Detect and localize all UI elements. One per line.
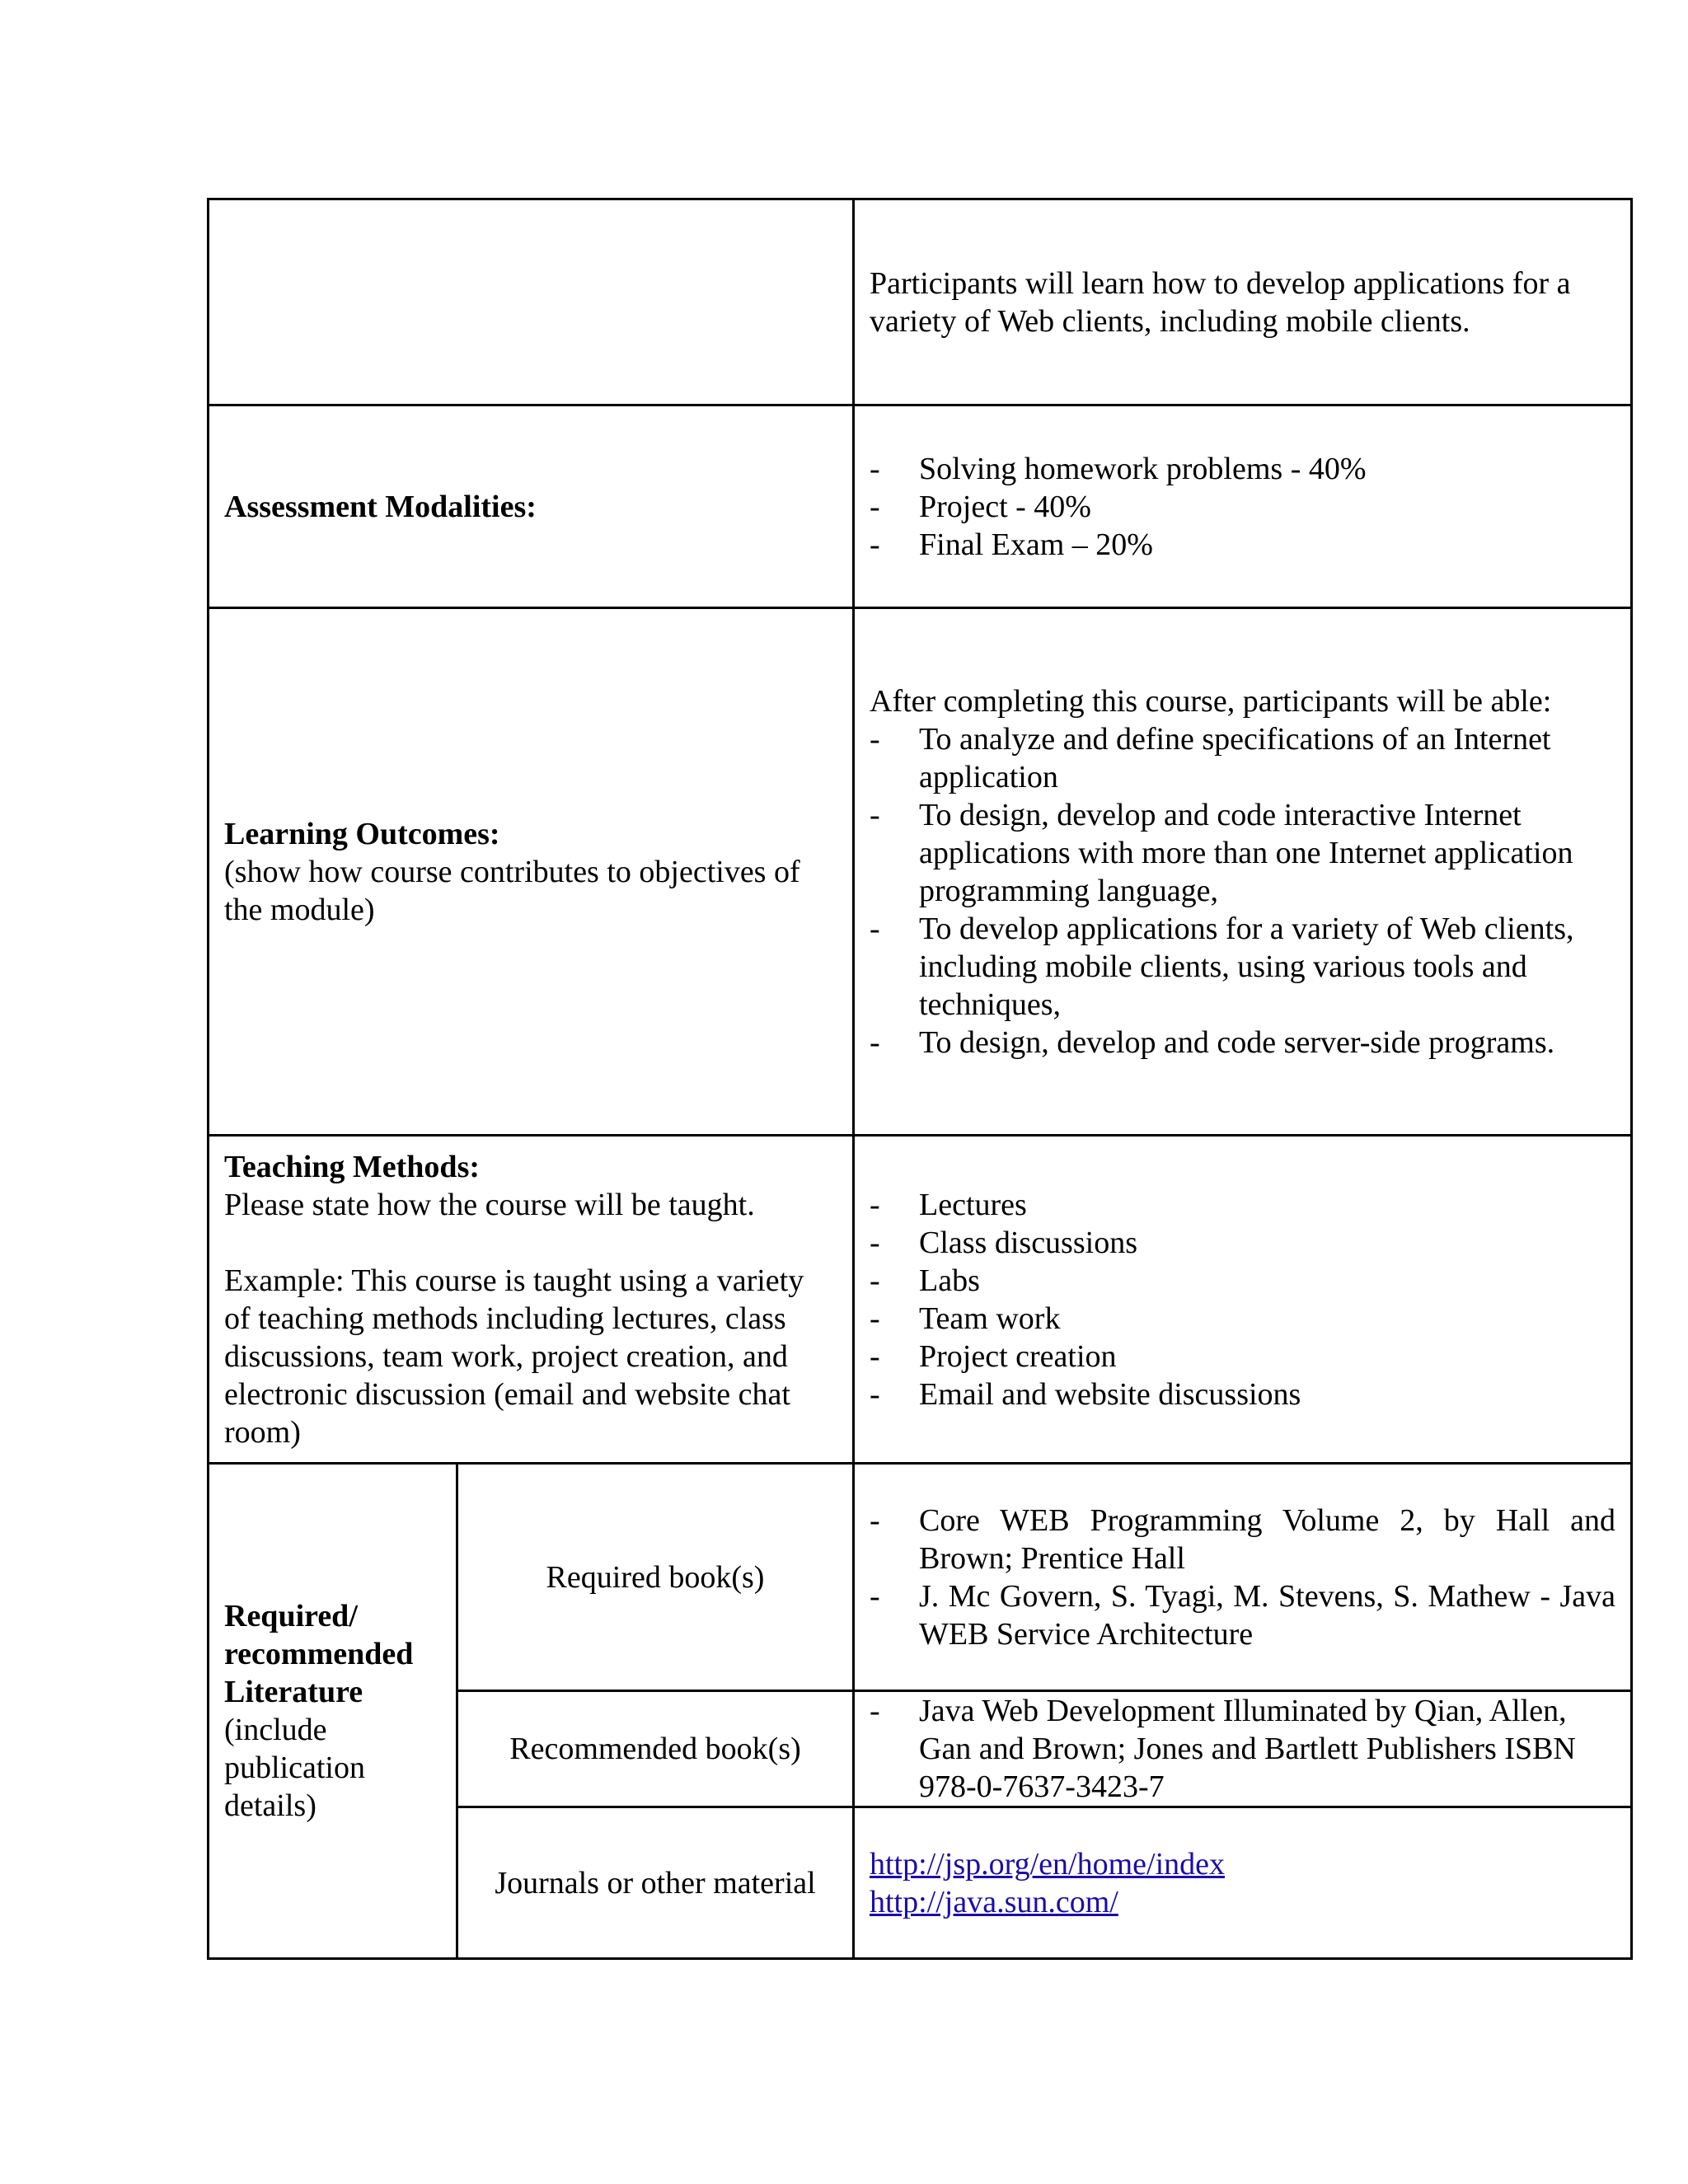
literature-label-line1: Required/ bbox=[224, 1599, 358, 1633]
outcome-item: - To design, develop and code interactive Internet applications with more than one Internet application programming language, bbox=[870, 796, 1615, 910]
literature-required-row bbox=[209, 1464, 1632, 1691]
required-books-label: Required book(s) bbox=[546, 1559, 765, 1595]
intro-text-cell bbox=[854, 199, 1632, 405]
teaching-item: - Lectures bbox=[870, 1186, 1615, 1224]
teaching-example: Example: This course is taught using a variety of teaching methods including lectures, class discussions, team work, project creation, and electronic discussion (email and website chat room) bbox=[224, 1263, 804, 1450]
outcomes-label: Learning Outcomes: bbox=[224, 816, 500, 851]
assessment-row bbox=[209, 405, 1632, 608]
assessment-item: - Project - 40% bbox=[870, 488, 1615, 526]
intro-text: Participants will learn how to develop applications for a variety of Web clients, including mobile clients. bbox=[870, 265, 1571, 339]
teaching-label-cell bbox=[209, 1136, 854, 1464]
teaching-item: - Class discussions bbox=[870, 1224, 1615, 1262]
assessment-label-cell bbox=[209, 405, 854, 608]
teaching-items-cell bbox=[854, 1136, 1632, 1464]
literature-label-cell bbox=[209, 1464, 457, 1959]
outcomes-intro: After completing this course, participants will be able: bbox=[870, 683, 1552, 719]
recommended-books-label-cell bbox=[457, 1691, 854, 1807]
journals-label-cell bbox=[457, 1807, 854, 1959]
outcome-item: - To analyze and define specifications of an Internet application bbox=[870, 720, 1615, 796]
intro-row bbox=[209, 199, 1632, 405]
required-books-list bbox=[870, 1502, 1615, 1653]
journal-link-jsp[interactable]: http://jsp.org/en/home/index bbox=[870, 1846, 1225, 1882]
literature-sublabel: (include publication details) bbox=[224, 1713, 365, 1823]
teaching-list bbox=[870, 1186, 1615, 1413]
teaching-spacer bbox=[224, 1224, 837, 1262]
teaching-item: - Team work bbox=[870, 1300, 1615, 1338]
recommended-books-cell bbox=[854, 1691, 1632, 1807]
outcomes-sublabel: (show how course contributes to objectives of the module) bbox=[224, 854, 800, 927]
teaching-prompt: Please state how the course will be taught. bbox=[224, 1187, 755, 1222]
required-book-item: - J. Mc Govern, S. Tyagi, M. Stevens, S. Mathew - Java WEB Service Architecture bbox=[870, 1577, 1615, 1653]
literature-label-line3: Literature bbox=[224, 1675, 363, 1709]
assessment-item: - Solving homework problems - 40% bbox=[870, 450, 1615, 488]
outcome-item: - To design, develop and code server-side programs. bbox=[870, 1024, 1615, 1062]
required-book-item: - Core WEB Programming Volume 2, by Hall and Brown; Prentice Hall bbox=[870, 1502, 1615, 1577]
outcome-item: - To develop applications for a variety of Web clients, including mobile clients, using various tools and techniques, bbox=[870, 910, 1615, 1024]
required-books-cell bbox=[854, 1464, 1632, 1691]
teaching-item: - Project creation bbox=[870, 1338, 1615, 1376]
journals-label: Journals or other material bbox=[495, 1865, 816, 1900]
assessment-label: Assessment Modalities: bbox=[224, 489, 537, 524]
assessment-items-cell bbox=[854, 405, 1632, 608]
recommended-books-list bbox=[870, 1692, 1615, 1806]
teaching-label: Teaching Methods: bbox=[224, 1149, 481, 1184]
outcomes-row bbox=[209, 608, 1632, 1136]
outcomes-items-cell bbox=[854, 608, 1632, 1136]
outcomes-list bbox=[870, 720, 1615, 1062]
literature-label-line2: recommended bbox=[224, 1637, 414, 1671]
teaching-item: - Labs bbox=[870, 1262, 1615, 1300]
recommended-book-item: - Java Web Development Illuminated by Qian, Allen, Gan and Brown; Jones and Bartlett Publishers ISBN 978-0-7637-3423-7 bbox=[870, 1692, 1615, 1806]
assessment-list bbox=[870, 450, 1615, 564]
outcomes-label-cell bbox=[209, 608, 854, 1136]
course-syllabus-table bbox=[207, 198, 1633, 1960]
required-books-label-cell bbox=[457, 1464, 854, 1691]
intro-label-cell bbox=[209, 199, 854, 405]
journal-link-java-sun[interactable]: http://java.sun.com/ bbox=[870, 1884, 1118, 1919]
journals-links-cell bbox=[854, 1807, 1632, 1959]
assessment-item: - Final Exam – 20% bbox=[870, 526, 1615, 564]
teaching-item: - Email and website discussions bbox=[870, 1376, 1615, 1413]
recommended-books-label: Recommended book(s) bbox=[509, 1732, 801, 1766]
teaching-row bbox=[209, 1136, 1632, 1464]
